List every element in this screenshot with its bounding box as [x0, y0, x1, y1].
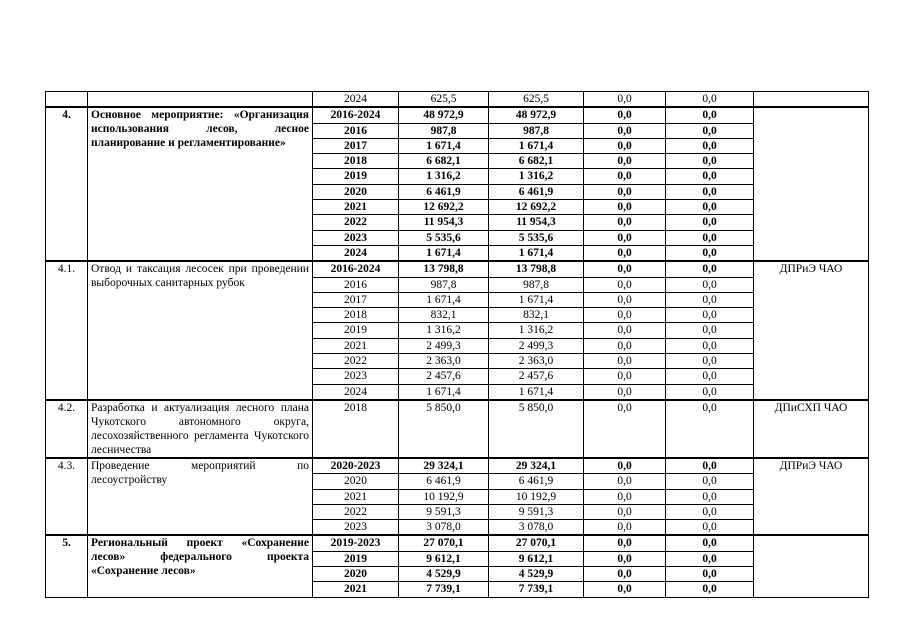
- cell-v2: 0,0: [584, 261, 666, 277]
- cell-year: 2018: [313, 154, 399, 169]
- cell-v2: 0,0: [584, 384, 666, 400]
- cell-v3: 0,0: [666, 458, 754, 474]
- item-number: 4.3.: [46, 458, 88, 535]
- table-row: [46, 92, 869, 108]
- cell-v2: 0,0: [584, 582, 666, 597]
- item-number: 4.1.: [46, 261, 88, 400]
- cell-total: 10 192,9: [399, 489, 489, 504]
- cell-v3: 0,0: [666, 369, 754, 384]
- cell-total: 29 324,1: [399, 458, 489, 474]
- cell-v2: 0,0: [584, 215, 666, 230]
- item-description: [88, 92, 313, 108]
- cell-v2: 0,0: [584, 338, 666, 353]
- cell-v3: 0,0: [666, 230, 754, 245]
- cell-total: 3 078,0: [399, 520, 489, 536]
- cell-v3: 0,0: [666, 567, 754, 582]
- cell-v1: 832,1: [489, 308, 584, 323]
- item-number: 4.2.: [46, 400, 88, 458]
- cell-v3: 0,0: [666, 551, 754, 566]
- cell-year: 2018: [313, 308, 399, 323]
- cell-v2: 0,0: [584, 535, 666, 551]
- cell-total: 987,8: [399, 123, 489, 138]
- cell-year: 2018: [313, 400, 399, 458]
- cell-v3: 0,0: [666, 184, 754, 199]
- cell-v2: 0,0: [584, 369, 666, 384]
- cell-year: 2020: [313, 474, 399, 489]
- cell-v3: 0,0: [666, 354, 754, 369]
- cell-v1: 29 324,1: [489, 458, 584, 474]
- cell-v3: 0,0: [666, 308, 754, 323]
- cell-v3: 0,0: [666, 323, 754, 338]
- cell-year: 2023: [313, 369, 399, 384]
- table-row: [46, 458, 869, 474]
- item-number: 4.: [46, 107, 88, 261]
- item-number: [46, 92, 88, 108]
- cell-year: 2016: [313, 123, 399, 138]
- cell-year: 2019: [313, 323, 399, 338]
- cell-v1: 7 739,1: [489, 582, 584, 597]
- responsible-executor: ДПРиЭ ЧАО: [754, 261, 869, 400]
- cell-total: 6 461,9: [399, 474, 489, 489]
- cell-v3: 0,0: [666, 535, 754, 551]
- responsible-executor: ДПРиЭ ЧАО: [754, 458, 869, 535]
- cell-v1: 1 316,2: [489, 323, 584, 338]
- cell-year: 2022: [313, 215, 399, 230]
- cell-total: 9 591,3: [399, 504, 489, 519]
- cell-year: 2023: [313, 520, 399, 536]
- cell-v1: 987,8: [489, 277, 584, 292]
- cell-v3: 0,0: [666, 154, 754, 169]
- cell-v1: 12 692,2: [489, 200, 584, 215]
- responsible-executor: [754, 92, 869, 108]
- cell-v2: 0,0: [584, 107, 666, 123]
- cell-year: 2024: [313, 384, 399, 400]
- cell-v1: 9 591,3: [489, 504, 584, 519]
- cell-total: 625,5: [399, 92, 489, 108]
- cell-v2: 0,0: [584, 169, 666, 184]
- cell-v3: 0,0: [666, 107, 754, 123]
- cell-year: 2020: [313, 184, 399, 199]
- cell-total: 7 739,1: [399, 582, 489, 597]
- cell-v1: 2 363,0: [489, 354, 584, 369]
- budget-table: [45, 91, 869, 598]
- item-description: Отвод и таксация лесосек при проведении выборочных санитарных рубок: [88, 261, 313, 400]
- cell-v3: 0,0: [666, 400, 754, 458]
- cell-v3: 0,0: [666, 474, 754, 489]
- cell-total: 2 499,3: [399, 338, 489, 353]
- cell-year: 2021: [313, 338, 399, 353]
- cell-v3: 0,0: [666, 504, 754, 519]
- cell-v3: 0,0: [666, 215, 754, 230]
- cell-v1: 6 682,1: [489, 154, 584, 169]
- cell-v1: 6 461,9: [489, 474, 584, 489]
- cell-v1: 1 671,4: [489, 384, 584, 400]
- cell-v1: 987,8: [489, 123, 584, 138]
- cell-v1: 4 529,9: [489, 567, 584, 582]
- cell-v2: 0,0: [584, 474, 666, 489]
- table-row: [46, 535, 869, 551]
- cell-year: 2019: [313, 551, 399, 566]
- cell-v3: 0,0: [666, 92, 754, 108]
- cell-v2: 0,0: [584, 138, 666, 153]
- cell-total: 2 457,6: [399, 369, 489, 384]
- cell-total: 5 535,6: [399, 230, 489, 245]
- cell-v2: 0,0: [584, 184, 666, 199]
- table-row: [46, 261, 869, 277]
- cell-v2: 0,0: [584, 400, 666, 458]
- cell-total: 13 798,8: [399, 261, 489, 277]
- cell-v1: 625,5: [489, 92, 584, 108]
- cell-v2: 0,0: [584, 323, 666, 338]
- cell-total: 48 972,9: [399, 107, 489, 123]
- cell-v3: 0,0: [666, 489, 754, 504]
- cell-total: 1 671,4: [399, 138, 489, 153]
- cell-v1: 13 798,8: [489, 261, 584, 277]
- cell-v3: 0,0: [666, 277, 754, 292]
- cell-v1: 1 316,2: [489, 169, 584, 184]
- cell-total: 832,1: [399, 308, 489, 323]
- cell-total: 1 671,4: [399, 245, 489, 261]
- cell-v1: 9 612,1: [489, 551, 584, 566]
- cell-year: 2019: [313, 169, 399, 184]
- cell-v2: 0,0: [584, 292, 666, 307]
- cell-total: 6 461,9: [399, 184, 489, 199]
- cell-year: 2020-2023: [313, 458, 399, 474]
- cell-year: 2024: [313, 245, 399, 261]
- cell-v3: 0,0: [666, 200, 754, 215]
- cell-v1: 5 535,6: [489, 230, 584, 245]
- cell-v1: 2 499,3: [489, 338, 584, 353]
- cell-total: 2 363,0: [399, 354, 489, 369]
- cell-total: 1 671,4: [399, 292, 489, 307]
- cell-total: 6 682,1: [399, 154, 489, 169]
- cell-v1: 3 078,0: [489, 520, 584, 536]
- cell-year: 2021: [313, 489, 399, 504]
- cell-year: 2017: [313, 138, 399, 153]
- cell-v1: 5 850,0: [489, 400, 584, 458]
- cell-year: 2017: [313, 292, 399, 307]
- cell-year: 2016-2024: [313, 107, 399, 123]
- item-number: 5.: [46, 535, 88, 597]
- cell-total: 1 316,2: [399, 323, 489, 338]
- cell-v3: 0,0: [666, 138, 754, 153]
- cell-v2: 0,0: [584, 458, 666, 474]
- cell-v3: 0,0: [666, 245, 754, 261]
- cell-year: 2024: [313, 92, 399, 108]
- cell-v2: 0,0: [584, 154, 666, 169]
- cell-v2: 0,0: [584, 123, 666, 138]
- cell-v2: 0,0: [584, 245, 666, 261]
- responsible-executor: [754, 535, 869, 597]
- item-description: Проведение мероприятий по лесоустройству: [88, 458, 313, 535]
- cell-v2: 0,0: [584, 520, 666, 536]
- cell-year: 2016-2024: [313, 261, 399, 277]
- cell-v3: 0,0: [666, 582, 754, 597]
- item-description: Региональный проект «Сохранение лесов» федерального проекта «Сохранение лесов»: [88, 535, 313, 597]
- cell-v3: 0,0: [666, 123, 754, 138]
- cell-total: 12 692,2: [399, 200, 489, 215]
- cell-v2: 0,0: [584, 308, 666, 323]
- cell-v3: 0,0: [666, 292, 754, 307]
- cell-year: 2022: [313, 504, 399, 519]
- cell-v1: 1 671,4: [489, 245, 584, 261]
- cell-v2: 0,0: [584, 504, 666, 519]
- cell-total: 987,8: [399, 277, 489, 292]
- cell-year: 2021: [313, 200, 399, 215]
- table-row: [46, 400, 869, 458]
- cell-v3: 0,0: [666, 384, 754, 400]
- cell-v2: 0,0: [584, 92, 666, 108]
- table-row: [46, 107, 869, 123]
- cell-v3: 0,0: [666, 338, 754, 353]
- cell-total: 5 850,0: [399, 400, 489, 458]
- cell-year: 2022: [313, 354, 399, 369]
- cell-year: 2021: [313, 582, 399, 597]
- cell-v1: 10 192,9: [489, 489, 584, 504]
- cell-year: 2019-2023: [313, 535, 399, 551]
- cell-total: 1 316,2: [399, 169, 489, 184]
- cell-v1: 2 457,6: [489, 369, 584, 384]
- cell-total: 4 529,9: [399, 567, 489, 582]
- cell-v1: 27 070,1: [489, 535, 584, 551]
- item-description: Разработка и актуализация лесного плана Чукотского автономного округа, лесохозяйственного регламента Чукотского лесничества: [88, 400, 313, 458]
- cell-v2: 0,0: [584, 489, 666, 504]
- cell-v3: 0,0: [666, 169, 754, 184]
- cell-total: 9 612,1: [399, 551, 489, 566]
- cell-v1: 48 972,9: [489, 107, 584, 123]
- cell-v1: 6 461,9: [489, 184, 584, 199]
- cell-v2: 0,0: [584, 354, 666, 369]
- responsible-executor: [754, 107, 869, 261]
- cell-v3: 0,0: [666, 261, 754, 277]
- cell-year: 2016: [313, 277, 399, 292]
- cell-v2: 0,0: [584, 567, 666, 582]
- item-description: Основное мероприятие: «Организация использования лесов, лесное планирование и регламентирование»: [88, 107, 313, 261]
- cell-year: 2020: [313, 567, 399, 582]
- cell-v1: 11 954,3: [489, 215, 584, 230]
- budget-table-body: [46, 92, 869, 598]
- cell-v2: 0,0: [584, 277, 666, 292]
- cell-year: 2023: [313, 230, 399, 245]
- cell-v2: 0,0: [584, 200, 666, 215]
- cell-total: 1 671,4: [399, 384, 489, 400]
- cell-v2: 0,0: [584, 230, 666, 245]
- cell-total: 11 954,3: [399, 215, 489, 230]
- cell-v1: 1 671,4: [489, 292, 584, 307]
- cell-v2: 0,0: [584, 551, 666, 566]
- cell-v1: 1 671,4: [489, 138, 584, 153]
- responsible-executor: ДПиСХП ЧАО: [754, 400, 869, 458]
- cell-total: 27 070,1: [399, 535, 489, 551]
- cell-v3: 0,0: [666, 520, 754, 536]
